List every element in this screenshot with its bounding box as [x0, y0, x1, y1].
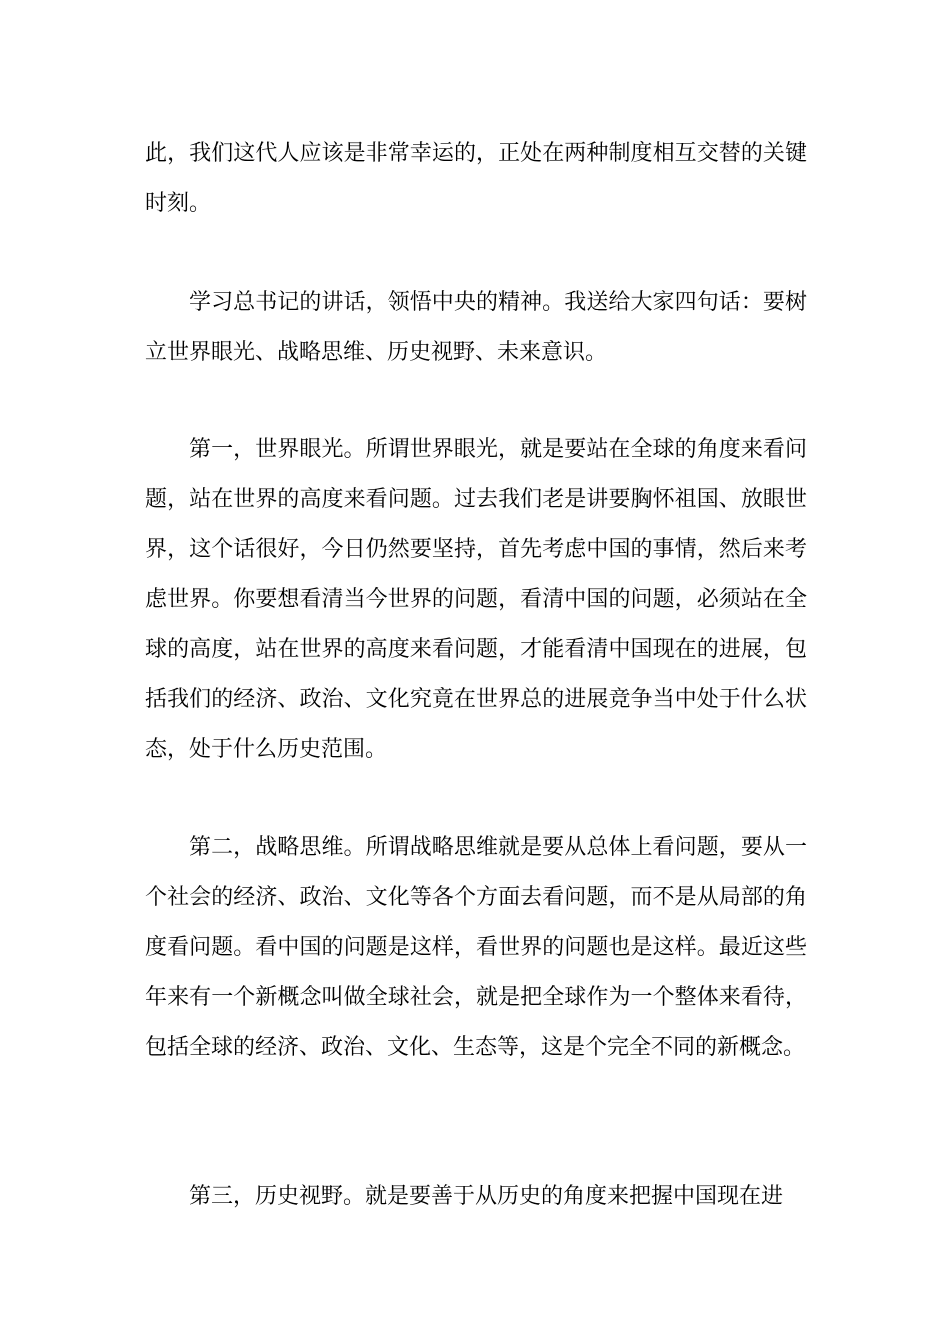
- document-page: [145, 0, 807, 1344]
- paragraph-continuation: 此，我们这代人应该是非常幸运的，正处在两种制度相互交替的关键时刻。: [145, 141, 807, 216]
- paragraph-strategic-thinking: 第二，战略思维。所谓战略思维就是要从总体上看问题，要从一个社会的经济、政治、文化等各个方面去看问题，而不是从局部的角度看问题。看中国的问题是这样，看世界的问题也是这样。最近这些年来有一个新概念叫做全球社会，就是把全球作为一个整体来看待，包括全球的经济、政治、文化、生态等，这是个完全不同的新概念。: [145, 835, 807, 1060]
- paragraph-world-vision: 第一，世界眼光。所谓世界眼光，就是要站在全球的角度来看问题，站在世界的高度来看问题。过去我们老是讲要胸怀祖国、放眼世界，这个话很好，今日仍然要坚持，首先考虑中国的事情，然后来考虑世界。你要想看清当今世界的问题，看清中国的问题，必须站在全球的高度，站在世界的高度来看问题，才能看清中国现在的进展，包括我们的经济、政治、文化究竟在世界总的进展竞争当中处于什么状态，处于什么历史范围。: [145, 437, 807, 762]
- paragraph-historical-perspective: 第三，历史视野。就是要善于从历史的角度来把握中国现在进: [189, 1184, 784, 1209]
- paragraph-four-sentences: 学习总书记的讲话，领悟中央的精神。我送给大家四句话：要树立世界眼光、战略思维、历史视野、未来意识。: [145, 290, 807, 365]
